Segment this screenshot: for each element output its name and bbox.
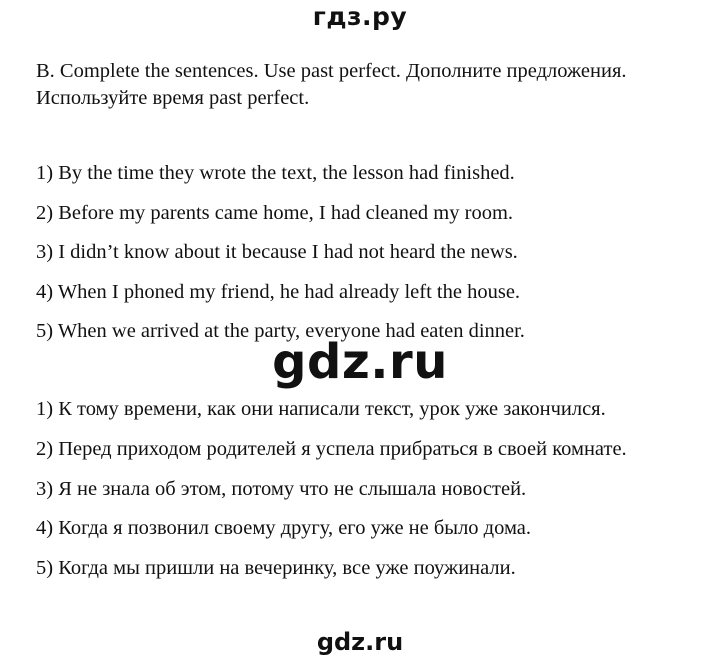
english-sentence-3: 3) I didn’t know about it because I had not heard the news.: [36, 241, 518, 263]
watermark-top: гдз.ру: [312, 2, 408, 31]
watermark-middle: gdz.ru: [272, 334, 448, 390]
english-sentence-2: 2) Before my parents came home, I had cleaned my room.: [36, 202, 514, 224]
task-instructions: [36, 58, 696, 112]
english-sentence-1: 1) By the time they wrote the text, the lesson had finished.: [36, 162, 515, 184]
task-instructions-line-2: Используйте время past perfect.: [36, 87, 310, 109]
english-sentence-4: 4) When I phoned my friend, he had already left the house.: [36, 281, 521, 303]
watermark-bottom: gdz.ru: [316, 628, 404, 656]
english-sentence-5: 5) When we arrived at the party, everyone had eaten dinner.: [36, 320, 525, 342]
russian-sentence-2: 2) Перед приходом родителей я успела прибраться в своей комнате.: [36, 438, 627, 460]
russian-sentence-5: 5) Когда мы пришли на вечеринку, все уже поужинали.: [36, 557, 516, 579]
russian-sentence-3: 3) Я не знала об этом, потому что не слышала новостей.: [36, 478, 527, 500]
russian-sentence-1: 1) К тому времени, как они написали текст, урок уже закончился.: [36, 398, 606, 420]
task-instructions-line-1: B. Complete the sentences. Use past perfect. Дополните предложения.: [36, 60, 627, 82]
russian-sentence-4: 4) Когда я позвонил своему другу, его уже не было дома.: [36, 517, 532, 539]
